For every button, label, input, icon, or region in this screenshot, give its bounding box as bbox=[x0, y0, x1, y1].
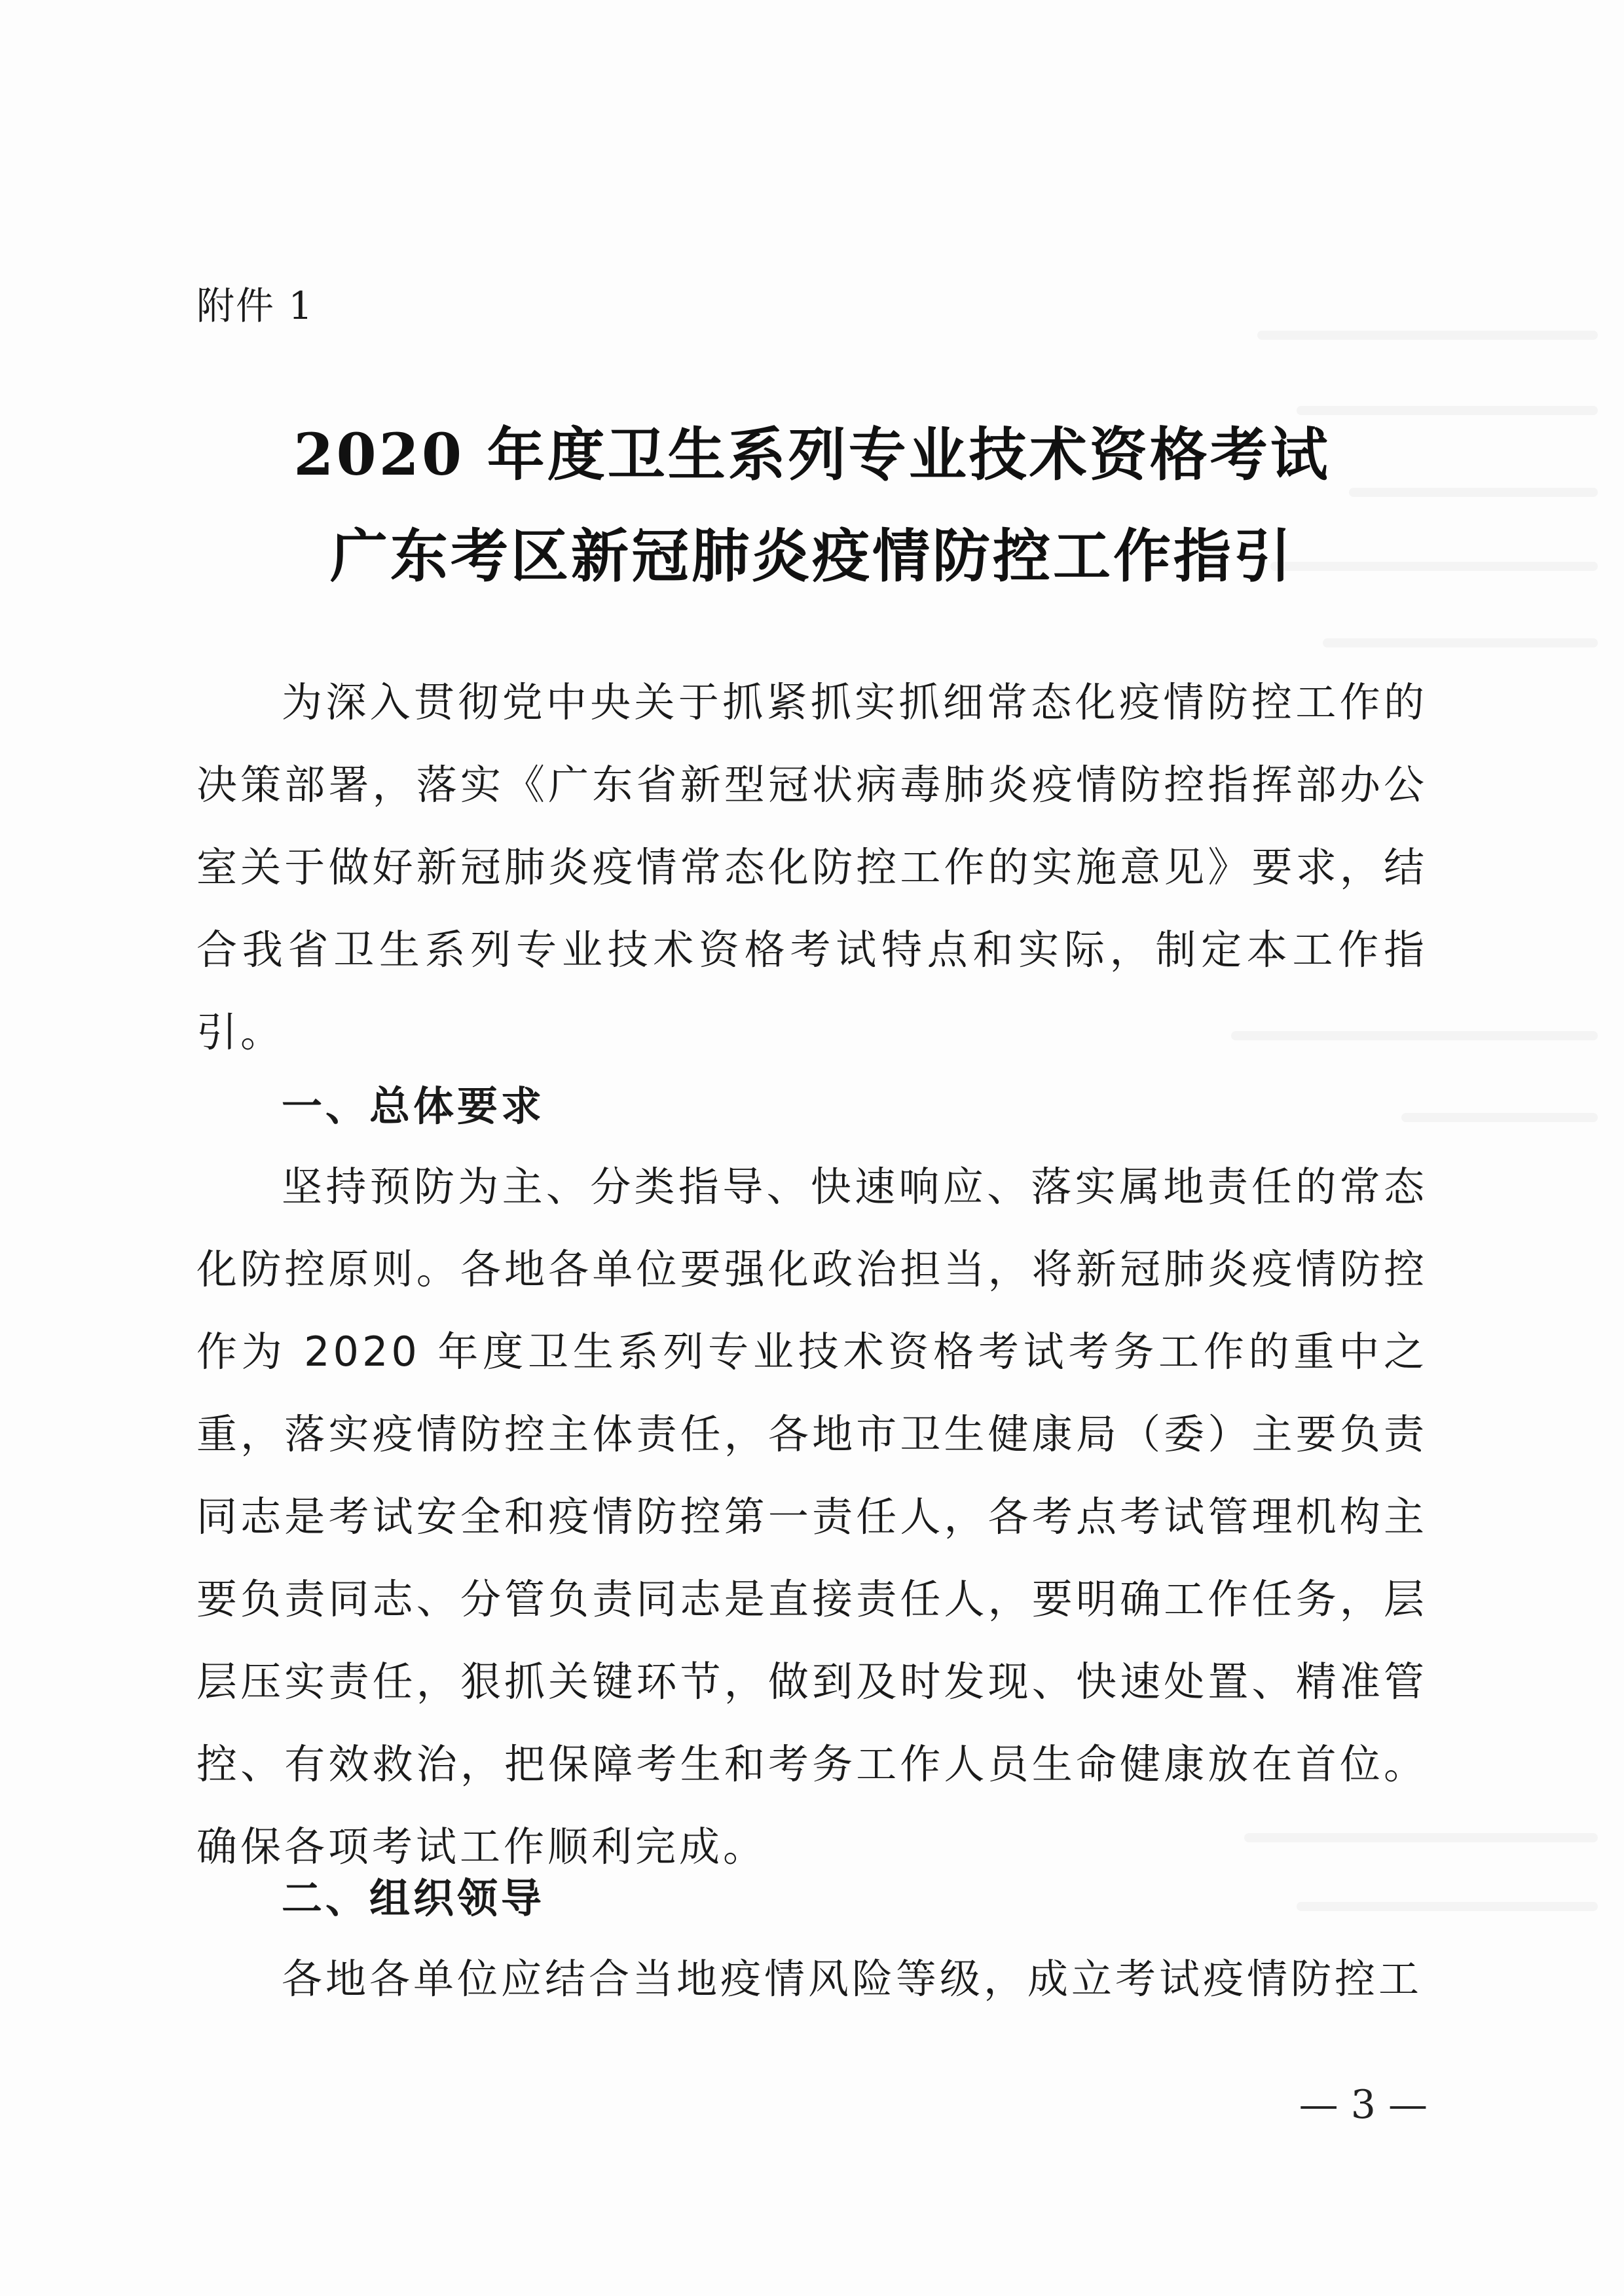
page-number: — 3 — bbox=[1299, 2082, 1428, 2128]
bleed-through-mark bbox=[1401, 1113, 1598, 1122]
section2-paragraph-text: 各地各单位应结合当地疫情风险等级，成立考试疫情防控工 bbox=[282, 1955, 1423, 2003]
intro-paragraph-text: 为深入贯彻党中央关于抓紧抓实抓细常态化疫情防控工作的决策部署，落实《广东省新型冠状病毒肺炎疫情防控指挥部办公室关于做好新冠肺炎疫情常态化防控工作的实施意见》要求，结合我省卫生系列专业技术资格考试特点和实际，制定本工作指引。 bbox=[196, 678, 1428, 1056]
document-title-line-2: 广东考区新冠肺炎疫情防控工作指引 bbox=[329, 522, 1294, 590]
attachment-label: 附件 1 bbox=[196, 283, 314, 328]
section2-paragraph bbox=[196, 1938, 1428, 2020]
section1-paragraph-text: 坚持预防为主、分类指导、快速响应、落实属地责任的常态化防控原则。各地各单位要强化政治担当，将新冠肺炎疫情防控作为 2020 年度卫生系列专业技术资格考试考务工作的重中之重，落实疫情防控主体责任，各地市卫生健康局（委）主要负责同志是考试安全和疫情防控第一责任人，各考点考试管理机构主要负责同志、分管负责同志是直接责任人，要明确工作任务，层层压实责任，狠抓关键环节，做到及时发现、快速处置、精准管控、有效救治，把保障考生和考务工作人员生命健康放在首位。确保各项考试工作顺利完成。 bbox=[196, 1163, 1428, 1870]
section-heading-organization-leadership: 二、组织领导 bbox=[282, 1874, 545, 1922]
bleed-through-mark bbox=[1297, 1902, 1598, 1911]
document-title-line-1: 2020 年度卫生系列专业技术资格考试 bbox=[293, 420, 1331, 488]
bleed-through-mark bbox=[1257, 331, 1598, 340]
bleed-through-mark bbox=[1323, 638, 1598, 647]
section-heading-overall-requirements: 一、总体要求 bbox=[282, 1082, 545, 1130]
section1-paragraph bbox=[196, 1146, 1428, 1888]
intro-paragraph bbox=[196, 661, 1428, 1074]
